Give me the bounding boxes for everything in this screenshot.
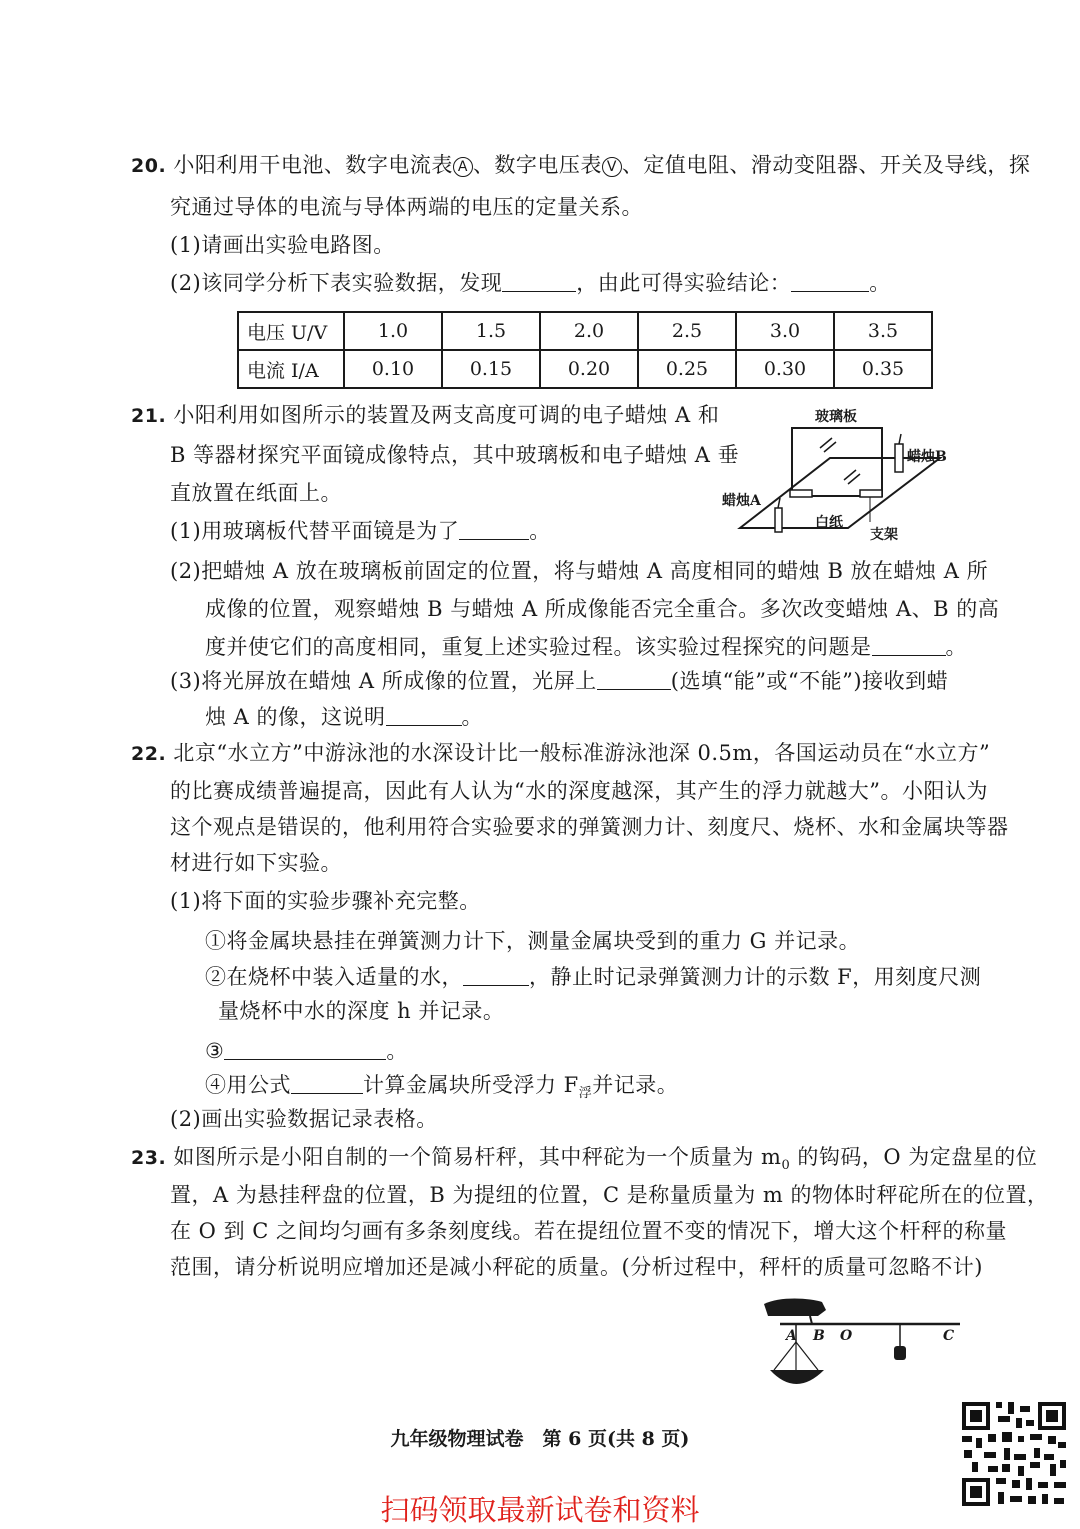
- answer-blank[interactable]: [459, 519, 529, 540]
- q21-sub3-line2: 烛 A 的像，这说明 。: [205, 705, 484, 729]
- table-cell: 1.5: [442, 312, 540, 350]
- answer-blank[interactable]: [791, 271, 869, 292]
- page-footer: 九年级物理试卷 第 6 页(共 8 页): [390, 1428, 690, 1450]
- q23-line3: 在 O 到 C 之间均匀画有多条刻度线。若在提纽位置不变的情况下，增大这个杆秤的称量: [170, 1219, 1007, 1243]
- table-row-current: [238, 350, 932, 388]
- answer-blank[interactable]: [463, 965, 529, 986]
- q23-line1: 23. 如图所示是小阳自制的一个简易杆秤，其中秤砣为一个质量为 $m_0$ 的钩码，O 为定盘星的位: [131, 1145, 1038, 1174]
- label-stand: 支架: [870, 527, 898, 543]
- answer-blank[interactable]: [291, 1073, 363, 1094]
- answer-blank[interactable]: [224, 1039, 386, 1060]
- q21-sub2-line1: (2)把蜡烛 A 放在玻璃板前固定的位置，将与蜡烛 A 高度相同的蜡烛 B 放在蜡烛 A 所: [170, 559, 989, 583]
- table-header-voltage: 电压 U/V: [238, 312, 344, 350]
- q21-sub3-line1: (3)将光屏放在蜡烛 A 所成像的位置，光屏上 (选填“能”或“不能”)接收到蜡: [170, 669, 949, 693]
- table-cell: 0.35: [834, 350, 932, 388]
- q22-line2: 的比赛成绩普遍提高，因此有人认为“水的深度越深，其产生的浮力就越大”。小阳认为: [170, 779, 988, 803]
- label-glass-plate: 玻璃板: [815, 409, 857, 425]
- answer-blank[interactable]: [386, 705, 462, 726]
- ammeter-symbol: A: [453, 157, 473, 177]
- table-cell: 0.25: [638, 350, 736, 388]
- q23-line2: 置，A 为悬挂秤盘的位置，B 为提纽的位置，C 是称量质量为 m 的物体时秤砣所在的位置，: [170, 1183, 1049, 1207]
- table-row-voltage: [238, 312, 932, 350]
- q23-number: 23.: [131, 1147, 167, 1169]
- answer-blank[interactable]: [872, 635, 946, 656]
- q22-sub1: (1)将下面的实验步骤补充完整。: [170, 889, 481, 913]
- q22-step2-cont: 量烧杯中水的深度 h 并记录。: [218, 999, 505, 1023]
- q22-step4: ④用公式 计算金属块所受浮力 $F_浮$并记录。: [205, 1073, 679, 1102]
- q21-line3: 直放置在纸面上。: [170, 481, 342, 505]
- q22-step3: ③ 。: [205, 1039, 408, 1063]
- table-cell: 0.15: [442, 350, 540, 388]
- q20-line2: 究通过导体的电流与导体两端的电压的定量关系。: [170, 195, 643, 219]
- label-point-o: O: [840, 1328, 853, 1344]
- q22-step2: ②在烧杯中装入适量的水， ，静止时记录弹簧测力计的示数 F，用刻度尺测: [205, 965, 982, 989]
- q21-line2: B 等器材探究平面镜成像特点，其中玻璃板和电子蜡烛 A 垂: [170, 443, 740, 467]
- q20-line1: 20. 小阳利用干电池、数字电流表 A 、数字电压表 V 、定值电阻、滑动变阻器、开关及导线，探: [131, 153, 1031, 177]
- q22-line1: 22. 北京“水立方”中游泳池的水深设计比一般标准游泳池深 0.5m，各国运动员在“水立方”: [131, 741, 991, 765]
- label-point-a: A: [786, 1328, 797, 1344]
- table-cell: 3.0: [736, 312, 834, 350]
- table-cell: 2.0: [540, 312, 638, 350]
- table-cell: 1.0: [344, 312, 442, 350]
- q20-sub2: (2)该同学分析下表实验数据，发现 ，由此可得实验结论： 。: [170, 271, 891, 295]
- label-candle-a: 蜡烛A: [722, 493, 761, 509]
- q20-number: 20.: [131, 155, 167, 177]
- q20-data-table: [237, 311, 933, 389]
- label-paper: 白纸: [815, 515, 843, 531]
- q21-line1: 21. 小阳利用如图所示的装置及两支高度可调的电子蜡烛 A 和: [131, 403, 720, 427]
- q22-number: 22.: [131, 743, 167, 765]
- q20-sub1: (1)请画出实验电路图。: [170, 233, 395, 257]
- q22-step1: ①将金属块悬挂在弹簧测力计下，测量金属块受到的重力 G 并记录。: [205, 929, 861, 953]
- q22-line3: 这个观点是错误的，他利用符合实验要求的弹簧测力计、刻度尺、烧杯、水和金属块等器: [170, 815, 1009, 839]
- q23-line4: 范围，请分析说明应增加还是减小秤砣的质量。(分析过程中，秤杆的质量可忽略不计): [170, 1255, 983, 1279]
- q22-sub2: (2)画出实验数据记录表格。: [170, 1107, 438, 1131]
- steelyard-figure: [760, 1290, 970, 1400]
- q21-number: 21.: [131, 405, 167, 427]
- table-cell: 0.10: [344, 350, 442, 388]
- answer-blank[interactable]: [597, 669, 671, 690]
- table-cell: 3.5: [834, 312, 932, 350]
- q22-line4: 材进行如下实验。: [170, 851, 342, 875]
- label-point-b: B: [813, 1328, 825, 1344]
- promo-text[interactable]: 扫码领取最新试卷和资料: [380, 1493, 700, 1527]
- answer-blank[interactable]: [502, 271, 576, 292]
- table-cell: 2.5: [638, 312, 736, 350]
- voltmeter-symbol: V: [602, 157, 622, 177]
- label-candle-b: 蜡烛B: [907, 449, 947, 465]
- table-cell: 0.30: [736, 350, 834, 388]
- q21-sub2-line3: 度并使它们的高度相同，重复上述实验过程。该实验过程探究的问题是 。: [205, 635, 967, 659]
- table-header-current: 电流 I/A: [238, 350, 344, 388]
- q21-sub2-line2: 成像的位置，观察蜡烛 B 与蜡烛 A 所成像能否完全重合。多次改变蜡烛 A、B 的高: [205, 597, 1000, 621]
- label-point-c: C: [943, 1328, 955, 1344]
- q21-sub1: (1)用玻璃板代替平面镜是为了 。: [170, 519, 551, 543]
- table-cell: 0.20: [540, 350, 638, 388]
